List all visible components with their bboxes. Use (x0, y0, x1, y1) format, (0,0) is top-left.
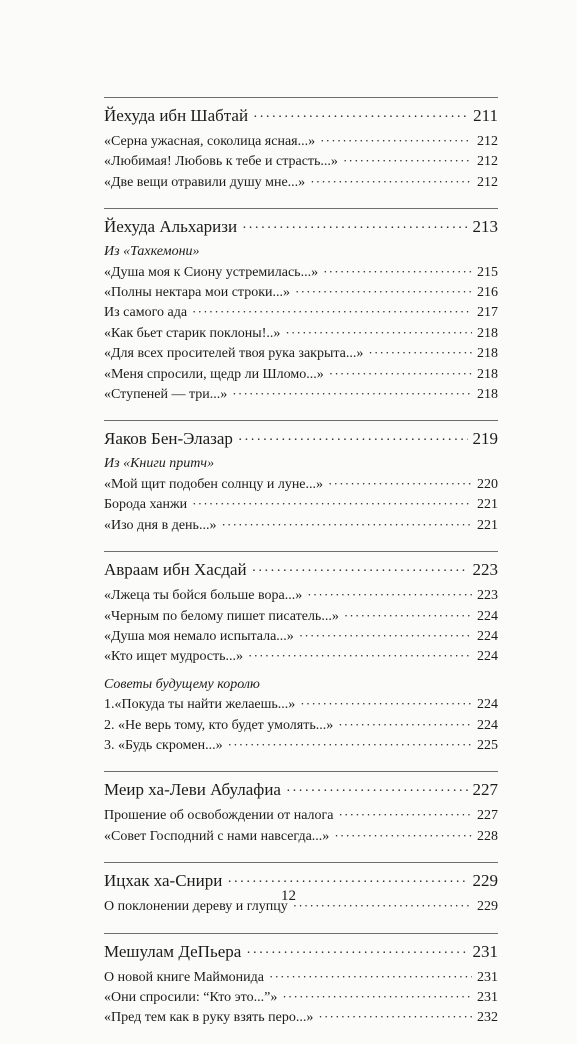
toc-entry (104, 323, 498, 343)
toc-entry (104, 172, 498, 192)
page-ref: 229 (477, 899, 498, 915)
section-subtitle: Советы будущему королю (104, 676, 260, 692)
toc-entry (104, 343, 498, 363)
entry-title: Прошение об освобождении от налога (104, 808, 334, 824)
dot-leader (307, 585, 472, 605)
entry-title: «Серна ужасная, соколица ясная...» (104, 134, 316, 149)
toc-entry (104, 384, 498, 404)
page-ref: 231 (477, 969, 498, 985)
author-name: Йехуда ибн Шабтай (104, 106, 249, 125)
toc-entry (104, 735, 498, 755)
entry-title: 2. «Не верь тому, кто будет умолять...» (104, 717, 334, 733)
entry-title: О новой книге Маймонида (104, 969, 265, 985)
dot-leader (344, 606, 472, 626)
page-ref: 227 (472, 780, 498, 800)
entry-title: «Мой щит подобен солнцу и луне...» (104, 476, 324, 492)
page-ref: 212 (477, 174, 498, 190)
page-ref: 212 (477, 154, 498, 170)
toc-entry (104, 646, 498, 666)
toc-entry (104, 987, 498, 1007)
entry-title: «Они спросили: “Кто это...”» (104, 989, 278, 1005)
entry-title: «Пред тем как в руку взять перо...» (104, 1010, 314, 1026)
dot-leader (338, 715, 472, 735)
entry-title: «Изо дня в день...» (104, 517, 217, 533)
entry-title: «Душа моя к Сиону устремилась...» (104, 264, 319, 280)
dot-leader (323, 262, 472, 282)
entry-title: «Меня спросили, щедр ли Шломо...» (104, 366, 324, 382)
page-ref: 228 (477, 828, 498, 844)
dot-leader (232, 384, 472, 404)
toc-entry (104, 626, 498, 646)
toc-entry (104, 585, 498, 605)
toc-entry (104, 302, 498, 322)
entry-title: О поклонении дереву и глупцу (104, 899, 288, 915)
section-subtitle: Из «Книги притч» (104, 456, 215, 472)
toc-entry (104, 1007, 498, 1027)
dot-leader (192, 302, 472, 322)
entry-title: «Душа моя немало испытала...» (104, 628, 294, 644)
dot-leader (338, 805, 472, 825)
page-ref: 217 (477, 305, 498, 321)
page-ref: 218 (477, 387, 498, 403)
dot-leader (299, 626, 472, 646)
entry-title: «Кто ищет мудрость...» (104, 649, 244, 665)
section-subtitle: Из «Тахкемони» (104, 244, 200, 260)
author-heading (104, 940, 498, 966)
entry-title: «Любимая! Любовь к тебе и страсть...» (104, 154, 338, 170)
page-ref: 224 (477, 697, 498, 713)
page-ref: 227 (477, 808, 498, 824)
page-ref: 223 (472, 560, 498, 580)
dot-leader (228, 735, 472, 755)
author-name: Яаков Бен-Элазар (104, 429, 233, 449)
page-ref: 225 (477, 737, 498, 753)
toc-section (104, 933, 498, 1028)
page-ref: 215 (477, 264, 498, 280)
page-ref: 218 (477, 346, 498, 362)
author-name: Ицхак ха-Снири (104, 871, 223, 891)
toc-entry (104, 474, 498, 494)
toc-entry (104, 606, 498, 626)
entry-title: «Две вещи отравили душу мне...» (104, 174, 306, 190)
toc-entry (104, 694, 498, 714)
entry-title: «Черным по белому пишет писатель...» (104, 608, 339, 624)
author-name: Мешулам ДеПьера (104, 941, 242, 961)
toc-entry (104, 494, 498, 514)
dot-leader (253, 104, 468, 130)
dot-leader (252, 558, 468, 584)
dot-leader (300, 694, 472, 714)
page-ref: 223 (477, 588, 498, 604)
page-ref: 211 (473, 106, 498, 125)
entry-title: Из самого ада (104, 305, 188, 321)
entry-title: «Для всех просителей твоя рука закрыта...» (104, 346, 364, 362)
page-ref: 224 (477, 628, 498, 644)
dot-leader (318, 1007, 472, 1027)
toc-entry (104, 364, 498, 384)
page-ref: 221 (477, 517, 498, 533)
dot-leader (269, 967, 472, 987)
page-ref: 224 (477, 608, 498, 624)
author-heading (104, 778, 498, 804)
toc-entry (104, 151, 498, 171)
author-name: Меир ха-Леви Абулафиа (104, 780, 281, 800)
toc-section (104, 97, 498, 192)
page-number: 12 (281, 888, 296, 904)
dot-leader (320, 131, 472, 151)
toc-section (104, 551, 498, 755)
page-ref: 221 (477, 497, 498, 513)
dot-leader (246, 940, 467, 966)
author-heading (104, 558, 498, 584)
dot-leader (328, 474, 472, 494)
page-ref: 216 (477, 285, 498, 301)
dot-leader (368, 343, 472, 363)
author-heading (104, 427, 498, 453)
dot-leader (286, 778, 468, 804)
page-ref: 232 (477, 1010, 498, 1026)
page-ref: 219 (472, 429, 498, 449)
toc-entry (104, 282, 498, 302)
dot-leader (285, 323, 472, 343)
page-ref: 220 (477, 476, 498, 492)
entry-title: «Лжеца ты бойся больше вора...» (104, 588, 303, 604)
dot-leader (242, 215, 467, 241)
dot-leader (329, 364, 472, 384)
toc-entry (104, 262, 498, 282)
page-ref: 218 (477, 325, 498, 341)
toc-section (104, 420, 498, 535)
dot-leader (221, 515, 472, 535)
page-ref: 231 (472, 941, 498, 961)
page-ref: 224 (477, 649, 498, 665)
toc-entry (104, 826, 498, 846)
entry-title: «Совет Господний с нами навсегда...» (104, 828, 330, 844)
entry-title: «Ступеней — три...» (104, 387, 228, 403)
toc-entry (104, 715, 498, 735)
dot-leader (192, 494, 472, 514)
toc-section (104, 771, 498, 846)
dot-leader (310, 172, 472, 192)
dot-leader (334, 826, 472, 846)
author-name: Авраам ибн Хасдай (104, 560, 247, 580)
page-ref: 224 (477, 717, 498, 733)
toc-section (104, 208, 498, 404)
entry-title: 1.«Покуда ты найти желаешь...» (104, 697, 296, 713)
dot-leader (343, 151, 472, 171)
page-ref: 213 (472, 217, 498, 237)
page-ref: 218 (477, 366, 498, 382)
entry-title: Борода ханжи (104, 497, 188, 513)
toc-entry (104, 967, 498, 987)
dot-leader (295, 282, 472, 302)
author-heading (104, 104, 498, 130)
page-ref: 229 (472, 871, 498, 891)
author-name: Йехуда Альхаризи (104, 217, 238, 237)
entry-title: «Полны нектара мои строки...» (104, 285, 290, 301)
toc-entry (104, 515, 498, 535)
dot-leader (238, 427, 468, 453)
dot-leader (248, 646, 472, 666)
page-ref: 212 (477, 134, 498, 149)
author-heading (104, 215, 498, 241)
entry-title: 3. «Будь скромен...» (104, 737, 223, 753)
dot-leader (282, 987, 472, 1007)
page-ref: 231 (477, 989, 498, 1005)
toc-entry (104, 131, 498, 151)
toc-entry (104, 805, 498, 825)
entry-title: «Как бьет старик поклоны!..» (104, 325, 281, 341)
